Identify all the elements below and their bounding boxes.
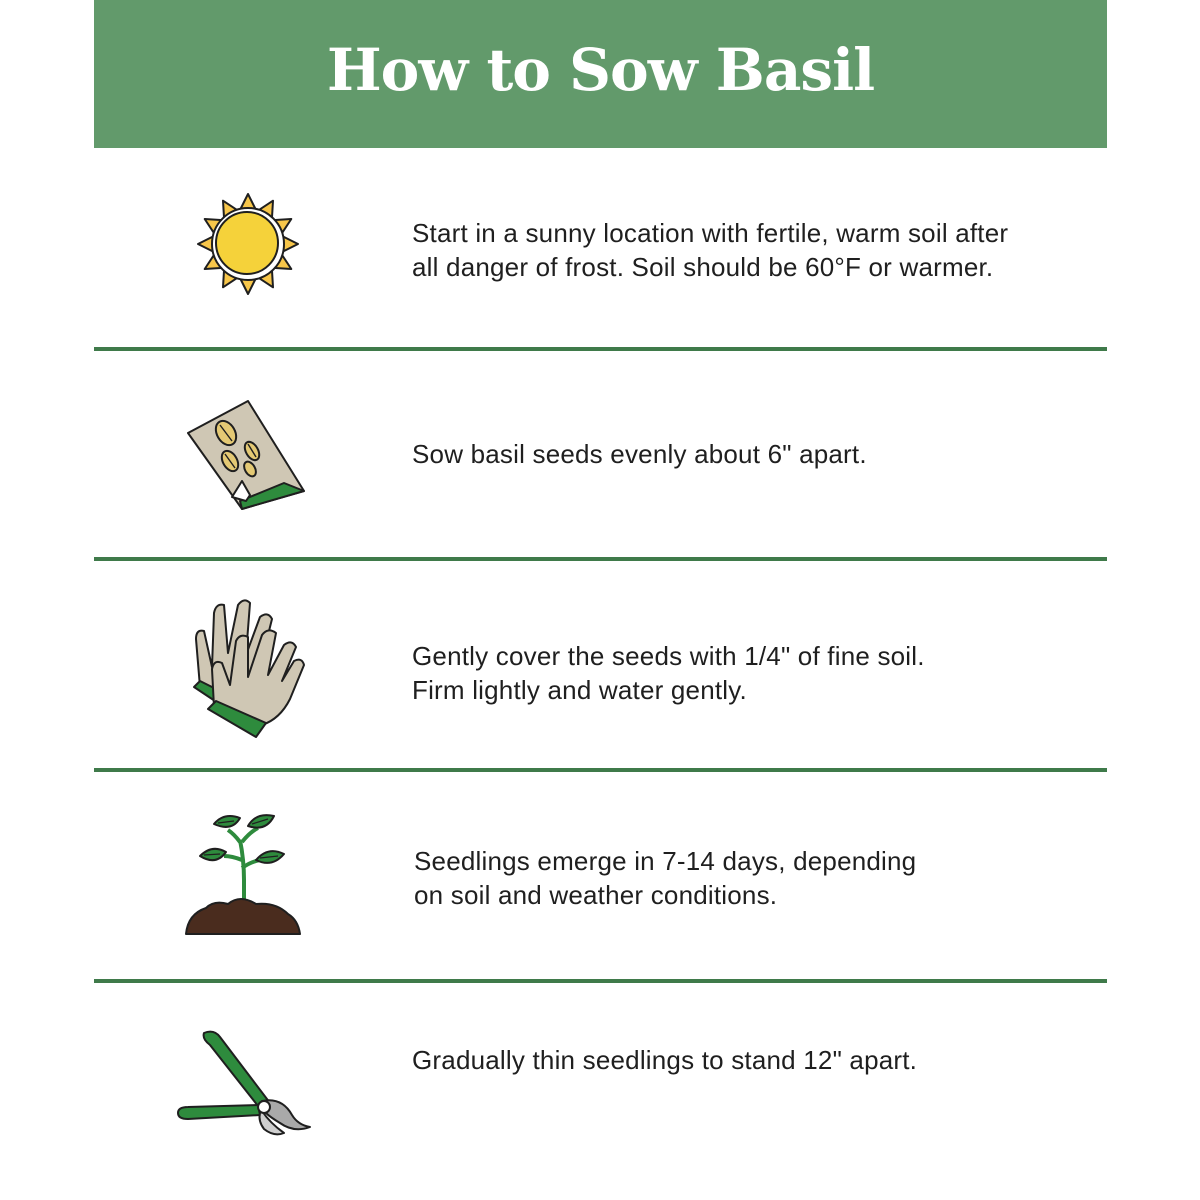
step-2-text: Sow basil seeds evenly about 6" apart. xyxy=(412,439,867,469)
infographic-card xyxy=(94,0,1107,1200)
step-4-text: Seedlings emerge in 7-14 days, depending on soil and weather conditions. xyxy=(414,846,917,910)
sun-icon xyxy=(190,192,306,302)
seedling-icon xyxy=(184,810,306,936)
title-banner xyxy=(94,0,1107,148)
step-1 xyxy=(94,148,1107,348)
step-3 xyxy=(94,561,1107,769)
step-4 xyxy=(94,772,1107,979)
page-title: How to Sow Basil xyxy=(326,36,875,104)
pruning-shears-icon xyxy=(174,1027,314,1139)
seed-packet-icon xyxy=(184,397,310,511)
gloves-icon xyxy=(190,595,310,741)
step-3-text: Gently cover the seeds with 1/4" of fine soil. Firm lightly and water gently. xyxy=(412,641,925,705)
step-1-text: Start in a sunny location with fertile, warm soil after all danger of frost. Soil should be 60°F or warmer. xyxy=(412,218,1009,282)
step-5-text: Gradually thin seedlings to stand 12" apart. xyxy=(412,1045,918,1075)
step-5 xyxy=(94,983,1107,1200)
step-2 xyxy=(94,351,1107,558)
